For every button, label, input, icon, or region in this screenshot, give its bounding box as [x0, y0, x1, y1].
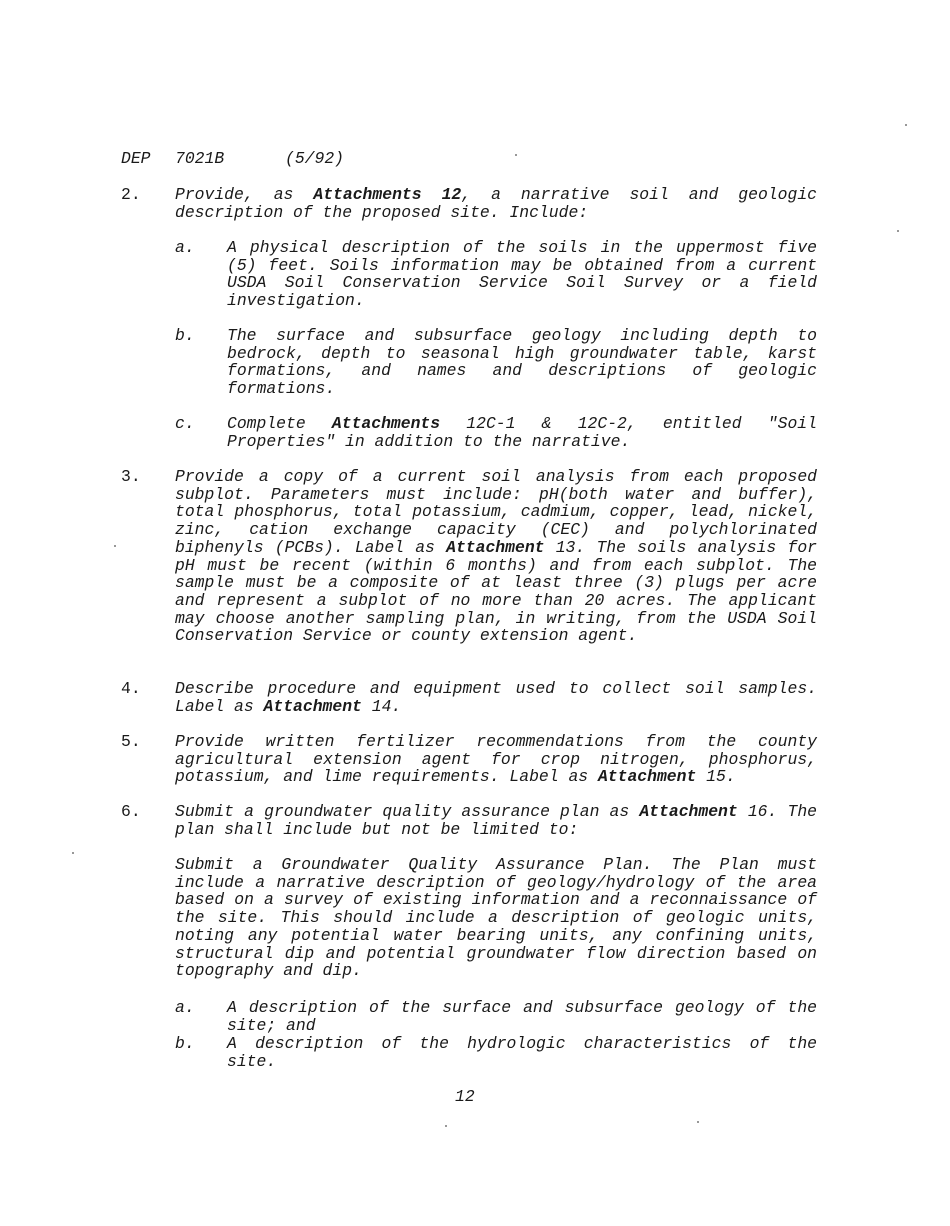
sub-text: Complete Attachments 12C-1 & 12C-2, entitled "Soil Properties" in addition to the narrative.: [227, 414, 817, 451]
scan-speck: [515, 154, 517, 156]
sub-text: A physical description of the soils in the uppermost five (5) feet. Soils information may be obtained from a current USDA Soil Conservation Service Soil Survey or a field investigation.: [227, 238, 817, 311]
item-text: Describe procedure and equipment used to collect soil samples. Label as Attachment 14.: [175, 679, 817, 716]
form-header: [121, 150, 344, 168]
form-number: 7021B: [175, 149, 225, 168]
item-text: Provide written fertilizer recommendations from the county agricultural extension agent for crop nitrogen, phosphorus, potassium, and lime requirements. Label as Attachment 15.: [175, 732, 817, 787]
item-number: 3.: [121, 467, 141, 486]
scan-speck: [445, 1125, 447, 1127]
item-6-paragraph: Submit a Groundwater Quality Assurance Plan. The Plan must include a narrative description of geology/hydrology of the area based on a survey of existing information and a reconnaissance of the site. This should include a description of geologic units, noting any potential water bearing units, any confining units, structural dip and potential groundwater flow direction based on topography and dip.: [175, 855, 817, 981]
scan-speck: [897, 230, 899, 232]
scan-speck: [697, 1121, 699, 1123]
item-text: Submit a groundwater quality assurance plan as Attachment 16. The plan shall include but not be limited to:: [175, 802, 817, 839]
sub-label: c.: [175, 414, 195, 433]
item-number: 5.: [121, 732, 141, 751]
scan-speck: [905, 124, 907, 126]
item-text: Provide, as Attachments 12, a narrative soil and geologic description of the proposed site. Include:: [175, 185, 817, 222]
sub-text: A description of the surface and subsurface geology of the site; and: [227, 998, 817, 1035]
sub-label: b.: [175, 326, 195, 345]
form-date: (5/92): [285, 149, 345, 168]
scan-speck: [114, 545, 116, 547]
sub-text: A description of the hydrologic characteristics of the site.: [227, 1034, 817, 1071]
item-number: 4.: [121, 679, 141, 698]
item-number: 2.: [121, 185, 141, 204]
page-number: 12: [455, 1087, 475, 1106]
sub-label: a.: [175, 998, 195, 1017]
item-text: Provide a copy of a current soil analysis from each proposed subplot. Parameters must include: pH(both water and buffer), total phosphorus, total potassium, cadmium, copper, lead, nickel, zinc, cation exchange capacity (CEC) and polychlorinated biphenyls (PCBs). Label as Attachment 13. The soils analysis for pH must be recent (within 6 months) and from each subplot. The sample must be a composite of at least three (3) plugs per acre and represent a subplot of no more than 20 acres. The applicant may choose another sampling plan, in writing, from the USDA Soil Conservation Service or county extension agent.: [175, 467, 817, 646]
scan-speck: [72, 852, 74, 854]
form-code: DEP: [121, 149, 151, 168]
sub-label: a.: [175, 238, 195, 257]
item-number: 6.: [121, 802, 141, 821]
sub-label: b.: [175, 1034, 195, 1053]
sub-text: The surface and subsurface geology including depth to bedrock, depth to seasonal high groundwater table, karst formations, and names and descriptions of geologic formations.: [227, 326, 817, 399]
